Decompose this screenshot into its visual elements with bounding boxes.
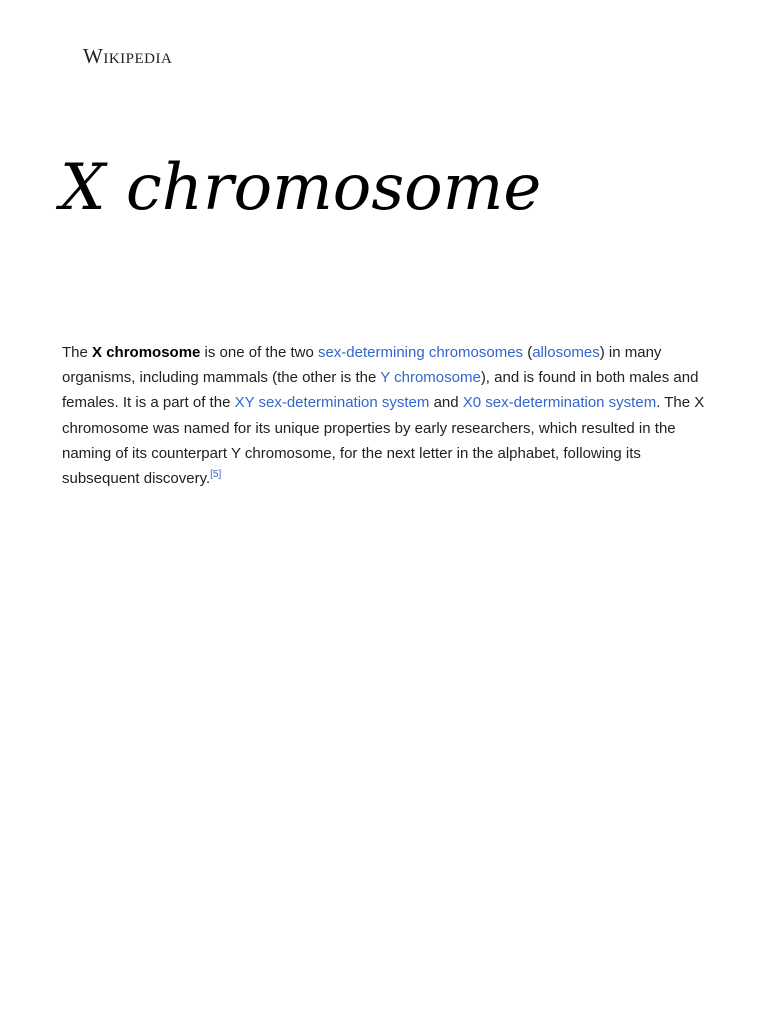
lead-text: . The X chromosome was named for its unique properties by early researchers, which resulted in the naming of its counterpart Y chromosome, for the next letter in the alphabet, following its subsequent discovery. (62, 394, 705, 488)
lead-text: The (62, 344, 93, 361)
lead-bold-term: X chromosome (92, 344, 201, 361)
wikipedia-logo[interactable]: Wikipedia (83, 44, 173, 68)
lead-text: ), and is found in both males and females. It is a part of the (62, 369, 699, 412)
citation-reference[interactable]: [5] (210, 469, 222, 481)
lead-text: ( (523, 344, 533, 361)
lead-text: ) in many organisms, including mammals (the other is the (62, 344, 662, 387)
link-x0-sex-determination-system[interactable]: X0 sex-determination system (462, 394, 657, 412)
lead-text: is one of the two (200, 344, 318, 361)
link-xy-sex-determination-system[interactable]: XY sex-determination system (234, 394, 430, 412)
link-allosomes[interactable]: allosomes (532, 344, 600, 361)
link-sex-determining-chromosomes[interactable]: sex-determining chromosomes (317, 344, 524, 361)
link-y-chromosome[interactable]: Y chromosome (380, 369, 481, 387)
lead-paragraph (62, 340, 712, 491)
lead-text: and (429, 394, 463, 412)
page-title: X chromosome (60, 151, 542, 225)
